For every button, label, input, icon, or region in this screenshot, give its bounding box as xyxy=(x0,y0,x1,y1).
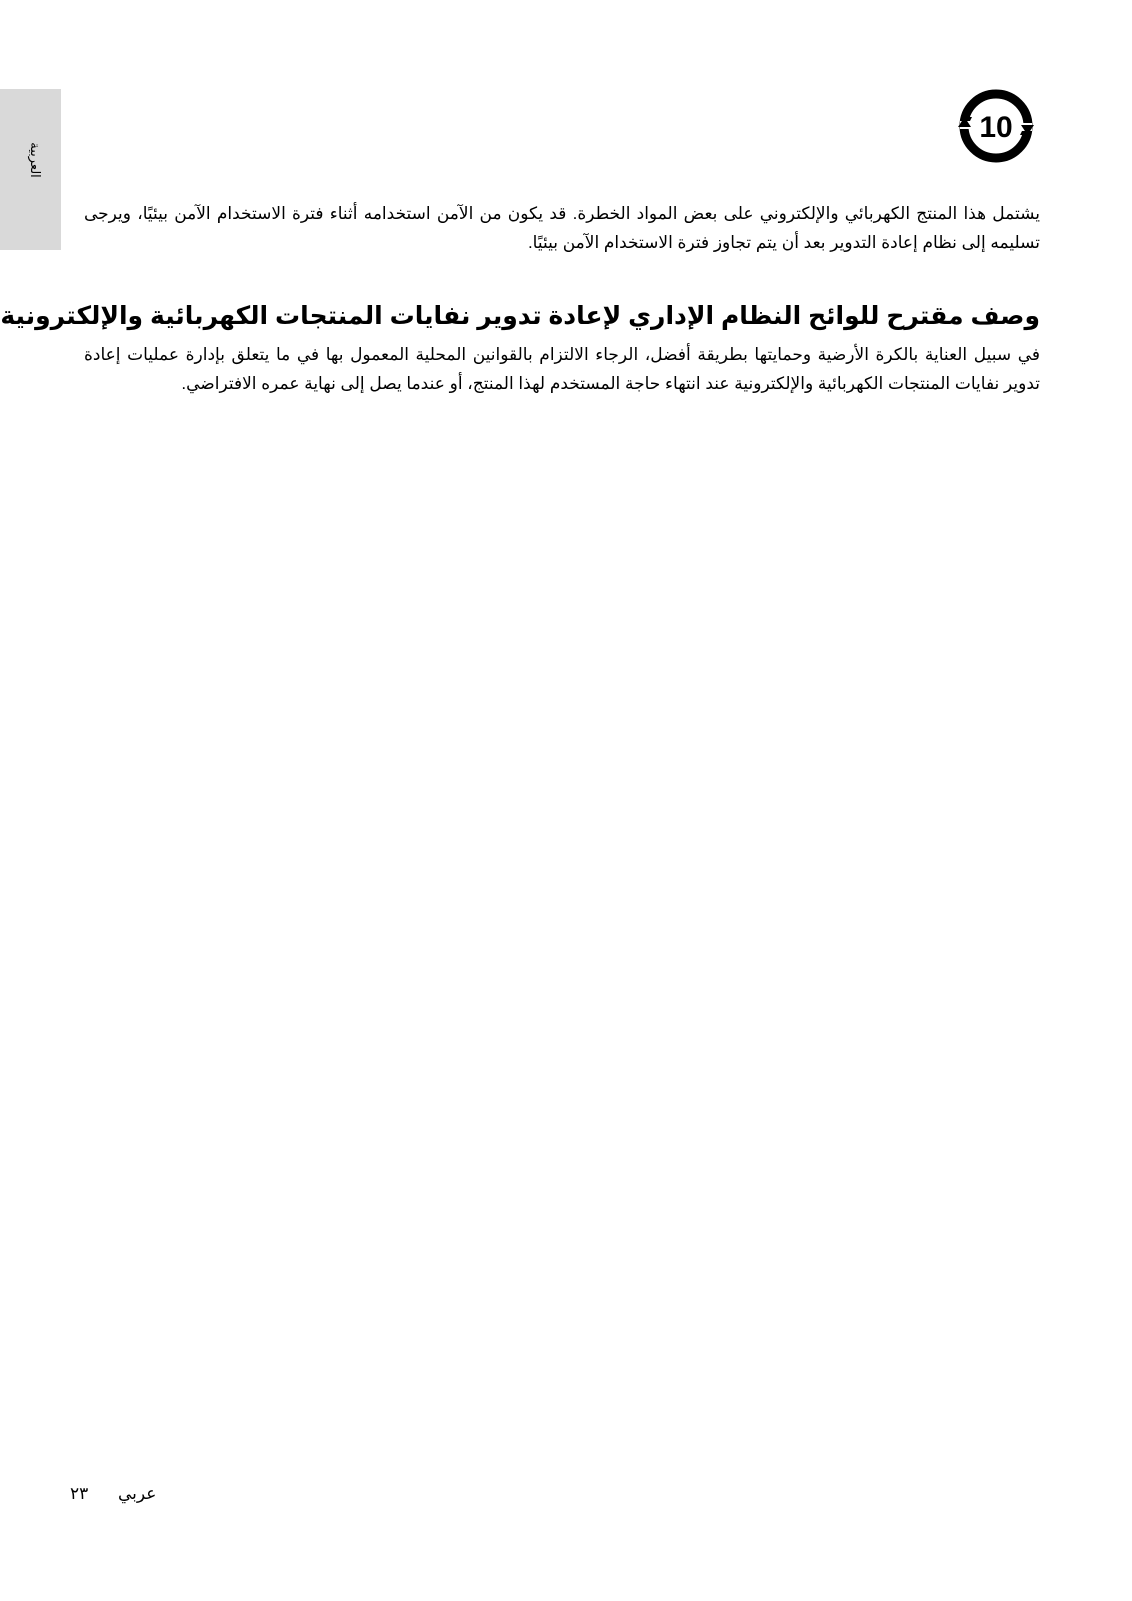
section-body-paragraph: في سبيل العناية بالكرة الأرضية وحمايتها بطريقة أفضل، الرجاء الالتزام بالقوانين المحلية المعمول بها في ما يتعلق بإدارة عمليات إعادة تدوير نفايات المنتجات الكهربائية والإلكترونية عند انتهاء حاجة المستخدم لهذا المنتج، أو عندما يصل إلى نهاية عمره الافتراضي. xyxy=(84,345,1040,393)
section-heading: وصف مقترح للوائح النظام الإداري لإعادة تدوير نفايات المنتجات الكهربائية والإلكترونية xyxy=(0,302,1040,330)
epup-number: 10 xyxy=(979,111,1013,144)
epup-10-icon xyxy=(954,87,1038,165)
footer-language-label: عربي xyxy=(118,1484,157,1503)
page-footer xyxy=(70,1484,170,1508)
language-side-tab-label-wrap xyxy=(20,100,50,220)
page-number: ٢٣ xyxy=(70,1484,89,1503)
intro-paragraph: يشتمل هذا المنتج الكهربائي والإلكتروني على بعض المواد الخطرة. قد يكون من الآمن استخدامه أثناء فترة الاستخدام الآمن بيئيًا، ويرجى تسليمه إلى نظام إعادة التدوير بعد أن يتم تجاوز فترة الاستخدام الآمن بيئيًا. xyxy=(84,204,1040,252)
language-side-tab-label: العربية xyxy=(28,142,43,178)
